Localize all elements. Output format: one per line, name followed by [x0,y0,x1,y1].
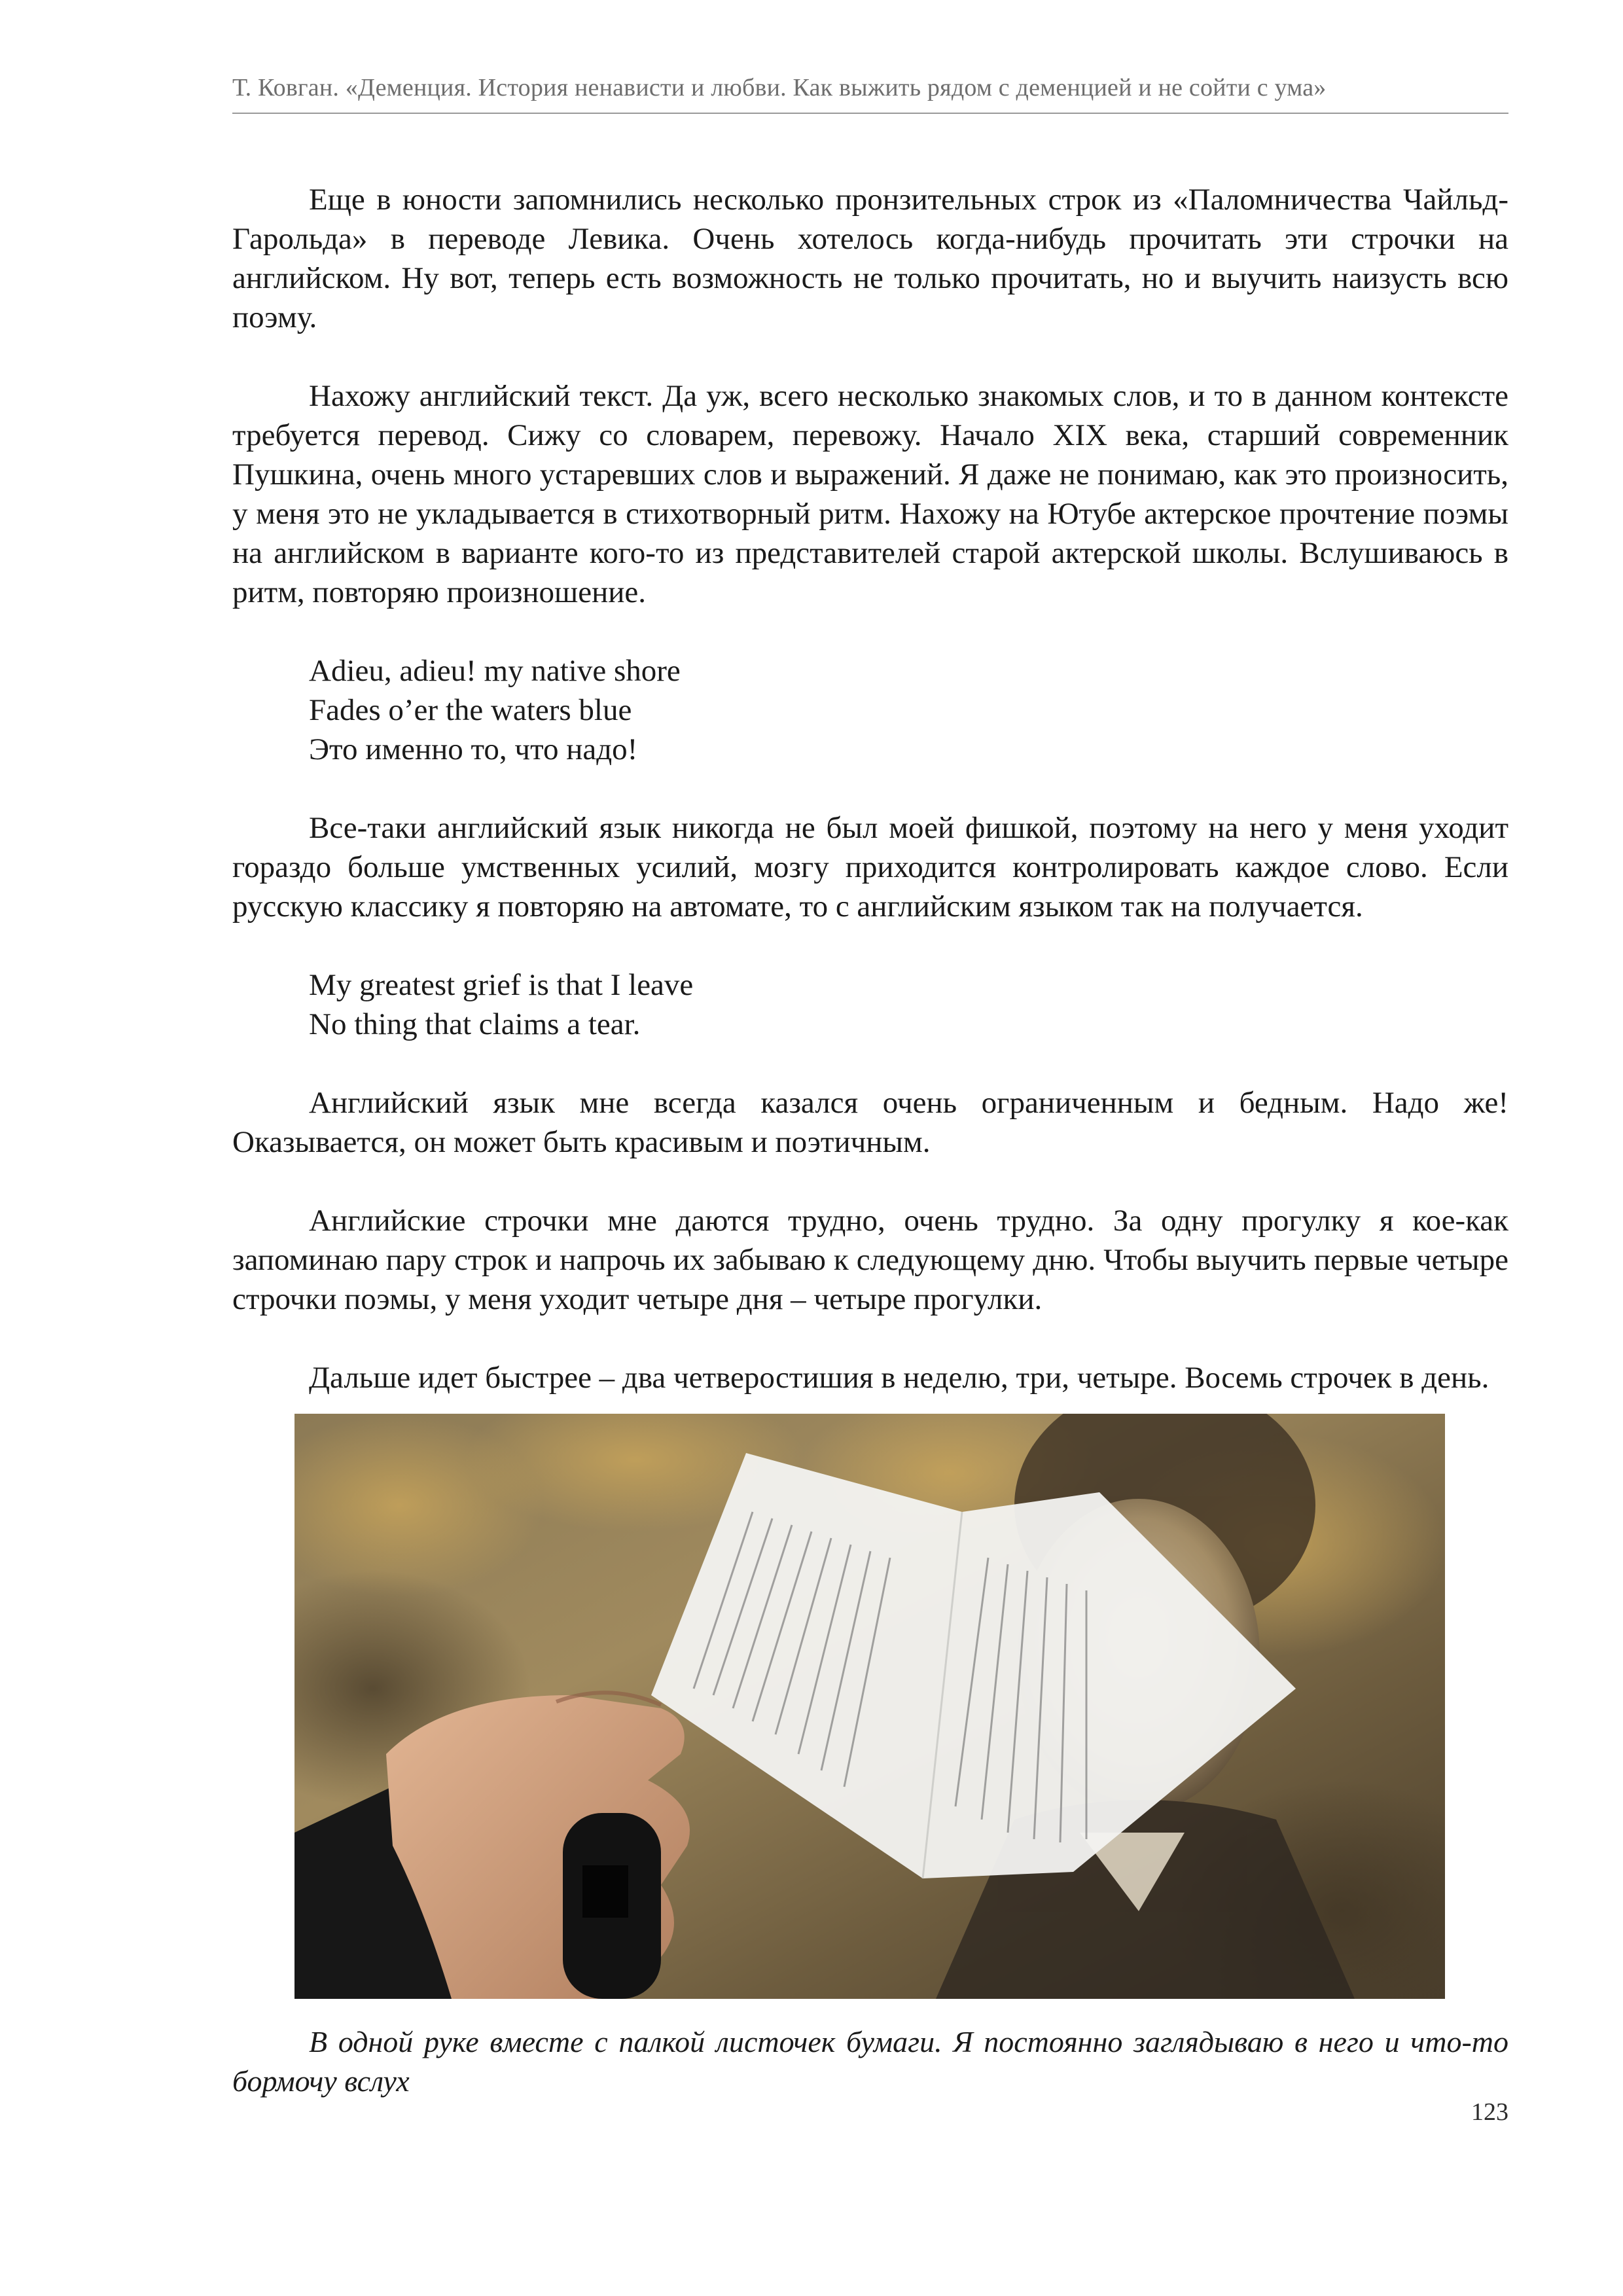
verse-block-1 [309,651,1508,769]
photo-hand-with-poem-sheet [294,1414,1445,1999]
verse-line: Fades o’er the waters blue [309,693,632,727]
main-text [232,180,1508,1437]
verse-block-2 [309,965,1508,1044]
paragraph-3: Все-таки английский язык никогда не был моей фишкой, поэтому на него у меня уходит гораздо больше умственных усилий, мозгу приходится контролировать каждое слово. Если русскую классику я повторяю на автомате, то с английским языком так на получается. [232,811,1508,924]
running-header: Т. Ковган. «Деменция. История ненависти и любви. Как выжить рядом с деменцией и не сойти с ума» [232,74,1327,101]
verse-line: No thing that claims a tear. [309,1007,641,1041]
header-rule [232,113,1508,114]
paragraph-2: Нахожу английский текст. Да уж, всего несколько знакомых слов, и то в данном контексте требуется перевод. Сижу со словарем, перевожу. Начало XIX века, старший современник Пушкина, очень много устаревших слов и выражений. Я даже не понимаю, как это произносить, у меня это не укладывается в стихотворный ритм. Нахожу на Ютубе актерское прочтение поэмы на английском в варианте кого-то из представителей старой актерской школы. Вслушиваюсь в ритм, повторяю произношение. [232,379,1508,609]
figure-caption: В одной руке вместе с палкой листочек бумаги. Я постоянно заглядываю в него и что-то бормочу вслух [232,2025,1508,2098]
paragraph-1: Еще в юности запомнились несколько пронзительных строк из «Паломничества Чайльд-Гарольда» в переводе Левика. Очень хотелось когда-нибудь прочитать эти строчки на английском. Ну вот, теперь есть возможность не только прочитать, но и выучить наизусть всю поэму. [232,183,1508,334]
verse-line: Adieu, adieu! my native shore [309,654,681,688]
verse-line: My greatest grief is that I leave [309,968,694,1002]
page-number: 123 [1471,2098,1508,2126]
verse-line: Это именно то, что надо! [309,732,638,766]
paragraph-6: Дальше идет быстрее – два четверостишия в неделю, три, четыре. Восемь строчек в день. [309,1361,1489,1395]
paragraph-4: Английский язык мне всегда казался очень ограниченным и бедным. Надо же! Оказывается, он может быть красивым и поэтичным. [232,1086,1508,1159]
paragraph-5: Английские строчки мне даются трудно, очень трудно. За одну прогулку я кое-как запоминаю пару строк и напрочь их забываю к следующему дню. Чтобы выучить первые четыре строчки поэмы, у меня уходит четыре дня – четыре прогулки. [232,1204,1508,1316]
